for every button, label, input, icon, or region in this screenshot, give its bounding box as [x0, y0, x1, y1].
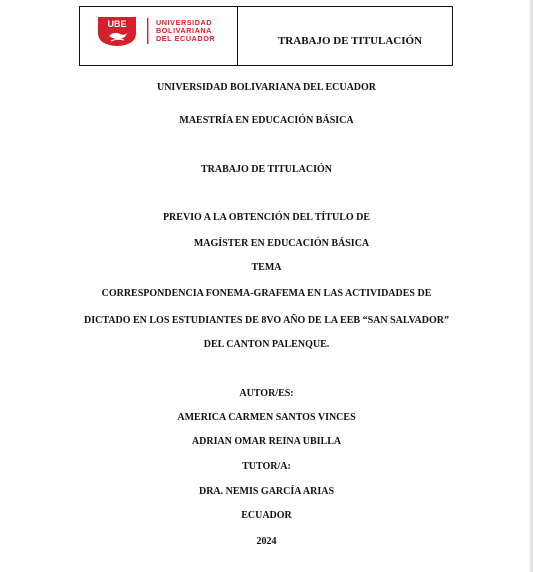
degree-line-2: MAGÍSTER EN EDUCACIÓN BÁSICA — [193, 238, 370, 249]
university-logo — [96, 15, 228, 47]
tutor-label: TUTOR/A: — [242, 461, 291, 472]
header-logo-cell — [80, 7, 238, 65]
tutor-name: DRA. NEMIS GARCÍA ARIAS — [198, 486, 335, 497]
topic-line-1: CORRESPONDENCIA FONEMA-GRAFEMA EN LAS ACTIVIDADES DE — [101, 288, 432, 299]
topic-line-3: DEL CANTON PALENQUE. — [203, 339, 330, 350]
year: 2024 — [256, 536, 277, 547]
topic-label: TEMA — [251, 262, 282, 273]
country: ECUADOR — [241, 510, 292, 521]
logo-text-line-2: BOLIVARIANA — [156, 26, 212, 35]
topic-line-2: DICTADO EN LOS ESTUDIANTES DE 8VO AÑO DE LA EEB “SAN SALVADOR” — [84, 315, 449, 326]
author-2: ADRIAN OMAR REINA UBILLA — [191, 436, 342, 447]
degree-line-1: PREVIO A LA OBTENCIÓN DEL TÍTULO DE — [162, 212, 371, 223]
university-name: UNIVERSIDAD BOLIVARIANA DEL ECUADOR — [156, 82, 377, 93]
authors-label: AUTOR/ES: — [239, 388, 294, 399]
logo-badge-text: UBE — [107, 19, 127, 29]
header-title-cell — [238, 7, 452, 65]
logo-text-line-1: UNIVERSIDAD — [156, 18, 213, 27]
author-1: AMERICA CARMEN SANTOS VINCES — [177, 412, 356, 423]
logo-text-line-3: DEL ECUADOR — [156, 34, 216, 43]
work-type: TRABAJO DE TITULACIÓN — [201, 164, 332, 175]
header-table — [79, 6, 453, 66]
program-name: MAESTRÍA EN EDUCACIÓN BÁSICA — [179, 115, 354, 126]
header-title: TRABAJO DE TITULACIÓN — [277, 35, 423, 47]
